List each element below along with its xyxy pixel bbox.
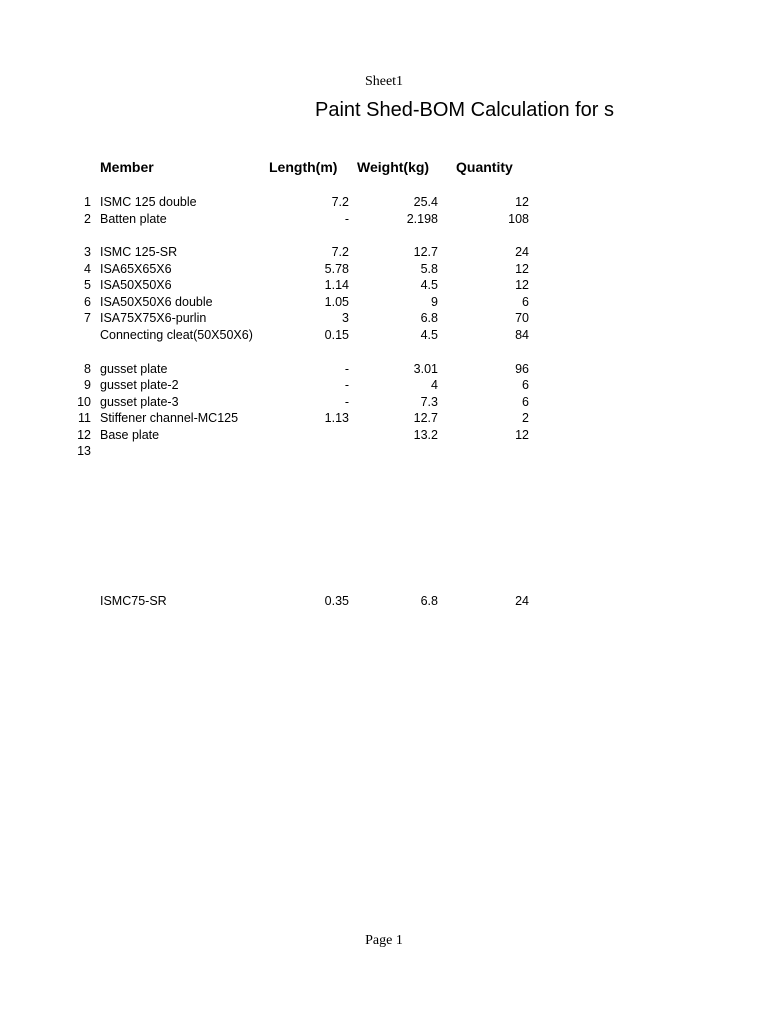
length-cell: 1.13 [324, 411, 349, 425]
weight-cell: 4.5 [420, 278, 438, 292]
page-title: Paint Shed-BOM Calculation for s [315, 99, 615, 121]
table-row [0, 310, 768, 326]
quantity-cell: 70 [515, 311, 529, 325]
quantity-cell: 96 [515, 362, 529, 376]
row-number: 2 [84, 212, 91, 226]
quantity-cell: 12 [515, 262, 529, 276]
length-cell: - [344, 395, 349, 409]
weight-cell: 5.8 [420, 262, 438, 276]
member-cell: Stiffener channel-MC125 [100, 411, 239, 425]
weight-cell: 12.7 [413, 245, 438, 259]
length-cell: 3 [342, 311, 349, 325]
row-number: 13 [77, 444, 91, 458]
weight-cell: 13.2 [413, 428, 438, 442]
member-cell: Connecting cleat(50X50X6) [100, 328, 253, 342]
quantity-cell: 24 [515, 245, 529, 259]
sheet-name: Sheet1 [364, 74, 404, 89]
weight-cell: 7.3 [420, 395, 438, 409]
table-row [0, 277, 768, 293]
member-cell: ISA75X75X6-purlin [100, 311, 207, 325]
weight-cell: 4 [431, 378, 438, 392]
quantity-cell: 24 [515, 594, 529, 608]
length-cell: - [344, 212, 349, 226]
length-cell: 1.05 [324, 295, 349, 309]
quantity-cell: 84 [515, 328, 529, 342]
length-cell: - [344, 362, 349, 376]
length-cell: 0.35 [324, 594, 349, 608]
row-number: 11 [78, 411, 91, 425]
header-length: Length(m) [269, 159, 338, 175]
table-row [0, 593, 768, 609]
member-cell: gusset plate-3 [100, 395, 179, 409]
row-number: 10 [77, 395, 91, 409]
weight-cell: 3.01 [413, 362, 438, 376]
row-number: 3 [84, 245, 91, 259]
table-row [0, 244, 768, 260]
row-number: 7 [84, 311, 91, 325]
table-row [0, 361, 768, 377]
row-number: 4 [84, 262, 91, 276]
member-cell: gusset plate-2 [100, 378, 179, 392]
weight-cell: 2.198 [406, 212, 438, 226]
row-number: 1 [84, 195, 91, 209]
table-row [0, 327, 768, 343]
table-row [0, 377, 768, 393]
member-cell: ISMC 125-SR [100, 245, 178, 259]
row-number: 8 [84, 362, 91, 376]
table-row [0, 261, 768, 277]
table-row [0, 211, 768, 227]
table-row [0, 394, 768, 410]
length-cell: - [344, 378, 349, 392]
length-cell: 0.15 [324, 328, 349, 342]
length-cell: 7.2 [331, 245, 349, 259]
length-cell: 1.14 [324, 278, 349, 292]
weight-cell: 6.8 [420, 311, 438, 325]
weight-cell: 12.7 [413, 411, 438, 425]
weight-cell: 6.8 [420, 594, 438, 608]
header-weight: Weight(kg) [357, 159, 430, 175]
weight-cell: 9 [431, 295, 438, 309]
quantity-cell: 12 [515, 278, 529, 292]
row-number: 5 [84, 278, 91, 292]
header-member: Member [100, 159, 154, 175]
length-cell: 5.78 [324, 262, 349, 276]
table-row [0, 443, 768, 459]
quantity-cell: 6 [522, 395, 529, 409]
member-cell: ISA50X50X6 double [100, 295, 213, 309]
quantity-cell: 6 [522, 378, 529, 392]
member-cell: ISA50X50X6 [100, 278, 172, 292]
member-cell: ISMC 125 double [100, 195, 197, 209]
member-cell: ISMC75-SR [100, 594, 167, 608]
quantity-cell: 108 [508, 212, 529, 226]
row-number: 6 [84, 295, 91, 309]
member-cell: Base plate [100, 428, 160, 442]
table-row [0, 410, 768, 426]
table-row [0, 427, 768, 443]
quantity-cell: 12 [515, 428, 529, 442]
row-number: 9 [84, 378, 91, 392]
quantity-cell: 6 [522, 295, 529, 309]
quantity-cell: 2 [522, 411, 529, 425]
weight-cell: 4.5 [420, 328, 438, 342]
length-cell: 7.2 [331, 195, 349, 209]
member-cell: ISA65X65X6 [100, 262, 172, 276]
weight-cell: 25.4 [413, 195, 438, 209]
table-row [0, 294, 768, 310]
header-quantity: Quantity [456, 159, 513, 175]
row-number: 12 [77, 428, 91, 442]
member-cell: Batten plate [100, 212, 167, 226]
page-footer: Page 1 [365, 933, 403, 948]
quantity-cell: 12 [515, 195, 529, 209]
member-cell: gusset plate [100, 362, 168, 376]
table-row [0, 194, 768, 210]
